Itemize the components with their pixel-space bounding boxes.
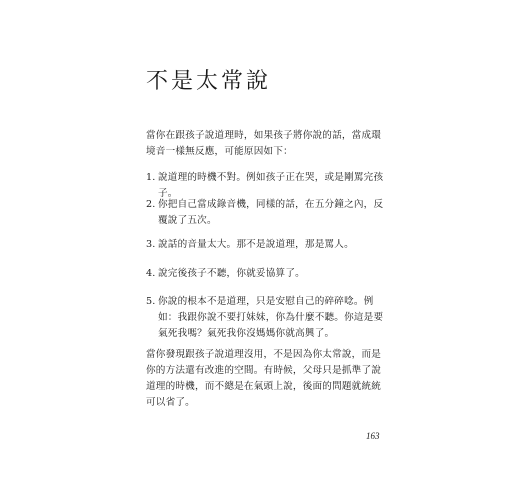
list-item-text: 說道理的時機不對。例如孩子正在哭，或是剛罵完孩子。 xyxy=(158,172,384,199)
page-number: 163 xyxy=(366,431,380,441)
reasons-list xyxy=(146,170,386,339)
list-item-number: 5. xyxy=(146,296,156,307)
list-item-text: 你把自己當成錄音機，同樣的話，在五分鐘之內，反覆說了五次。 xyxy=(158,199,384,226)
page-title: 不是太常說 xyxy=(146,69,272,94)
list-item xyxy=(146,294,386,342)
list-item-text: 說話的音量太大。那不是說道理，那是罵人。 xyxy=(158,239,354,250)
list-item xyxy=(146,237,354,253)
list-item-text: 說完後孩子不聽，你就妥協算了。 xyxy=(158,268,305,279)
list-item xyxy=(146,197,386,229)
list-item-number: 2. xyxy=(146,199,156,210)
list-item-number: 4. xyxy=(146,268,156,279)
conclusion-paragraph: 當你發現跟孩子說道理沒用，不是因為你太常說，而是你的方法還有改進的空間。有時候，父母只是抓準了說道理的時機，而不總是在氣頭上說，後面的問題就統統可以省了。 xyxy=(146,349,382,408)
list-item-text: 你說的根本不是道理，只是安慰自己的碎碎唸。例如：我跟你說不要打妹妹，你為什麼不聽。你這是要氣死我嗎？氣死我你沒媽媽你就高興了。 xyxy=(158,296,384,339)
list-item xyxy=(146,266,305,282)
list-item-number: 3. xyxy=(146,239,156,250)
intro-paragraph: 當你在跟孩子說道理時，如果孩子將你說的話，當成環境音一樣無反應，可能原因如下： xyxy=(146,130,382,157)
list-item-number: 1. xyxy=(146,172,156,183)
